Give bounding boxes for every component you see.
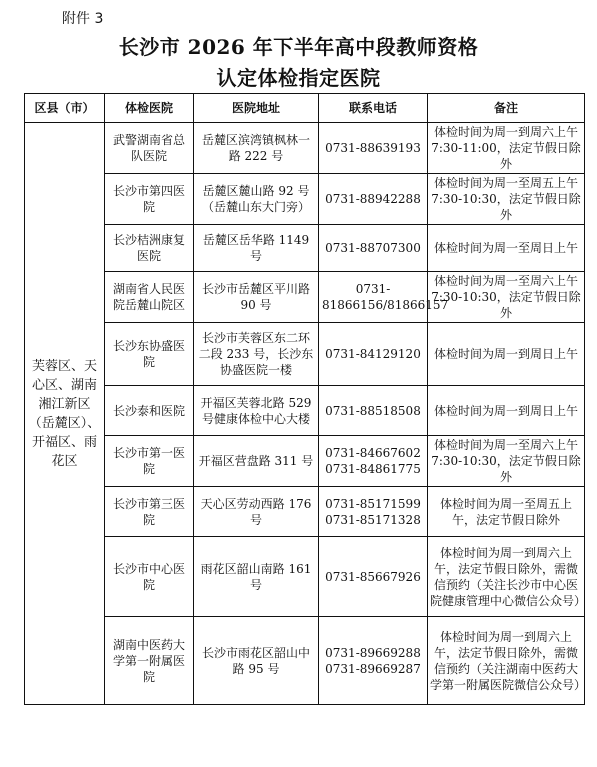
header-hospital: 体检医院 xyxy=(105,94,194,123)
hospital-address: 雨花区韶山南路 161 号 xyxy=(194,537,319,617)
hospital-address: 长沙市芙蓉区东二环二段 233 号，长沙东协盛医院一楼 xyxy=(194,323,319,386)
table-row xyxy=(25,323,585,386)
header-notes: 备注 xyxy=(428,94,585,123)
hospital-name: 长沙市第一医院 xyxy=(105,436,194,487)
table-row xyxy=(25,272,585,323)
hospital-phone xyxy=(319,436,428,487)
hospital-notes: 体检时间为周一到周六上午 7:30-11:00，法定节假日除外 xyxy=(428,123,585,174)
hospital-table xyxy=(24,93,585,705)
hospital-notes: 体检时间为周一到周六上午，法定节假日除外，需微信预约（关注湖南中医药大学第一附属医院微信公众号） xyxy=(428,617,585,705)
hospital-notes: 体检时间为周一至周六上午 7:30-10:30，法定节假日除外 xyxy=(428,436,585,487)
hospital-phone: 0731-81866156/81866157 xyxy=(319,272,428,323)
district-cell: 芙蓉区、天心区、湖南湘江新区（岳麓区）、开福区、雨花区 xyxy=(25,123,105,705)
hospital-address: 长沙市雨花区韶山中路 95 号 xyxy=(194,617,319,705)
hospital-name: 武警湖南省总队医院 xyxy=(105,123,194,174)
hospital-notes: 体检时间为周一至周日上午 xyxy=(428,225,585,272)
hospital-address: 开福区营盘路 311 号 xyxy=(194,436,319,487)
hospital-name: 湖南省人民医院岳麓山院区 xyxy=(105,272,194,323)
table-body xyxy=(25,123,585,705)
hospital-name: 长沙市中心医院 xyxy=(105,537,194,617)
hospital-phone: 0731-88942288 xyxy=(319,174,428,225)
hospital-notes: 体检时间为周一到周日上午 xyxy=(428,386,585,436)
hospital-notes: 体检时间为周一到周日上午 xyxy=(428,323,585,386)
table-row xyxy=(25,436,585,487)
hospital-phone xyxy=(319,617,428,705)
table-row xyxy=(25,617,585,705)
hospital-phone: 0731-84129120 xyxy=(319,323,428,386)
document-title-line-2: 认定体检指定医院 xyxy=(216,66,381,90)
hospital-address: 天心区劳动西路 176 号 xyxy=(194,487,319,537)
phone-number: 0731-85171328 xyxy=(325,512,421,527)
table-header-row xyxy=(25,94,585,123)
hospital-notes: 体检时间为周一至周五上午，法定节假日除外 xyxy=(428,487,585,537)
header-phone: 联系电话 xyxy=(319,94,428,123)
table-row xyxy=(25,537,585,617)
hospital-name: 长沙市第四医院 xyxy=(105,174,194,225)
hospital-address: 岳麓区滨湾镇枫林一路 222 号 xyxy=(194,123,319,174)
hospital-address: 岳麓区岳华路 1149 号 xyxy=(194,225,319,272)
hospital-name: 长沙桔洲康复医院 xyxy=(105,225,194,272)
phone-number: 0731-84667602 xyxy=(325,446,421,460)
phone-number: 0731-89669287 xyxy=(325,661,421,676)
hospital-name: 湖南中医药大学第一附属医院 xyxy=(105,617,194,705)
hospital-address: 长沙市岳麓区平川路 90 号 xyxy=(194,272,319,323)
hospital-phone xyxy=(319,487,428,537)
hospital-name: 长沙泰和医院 xyxy=(105,386,194,436)
hospital-phone: 0731-88518508 xyxy=(319,386,428,436)
document-title-line-1: 长沙市 2026 年下半年高中段教师资格 xyxy=(118,35,479,59)
hospital-notes: 体检时间为周一到周六上午，法定节假日除外，需微信预约（关注长沙市中心医院健康管理中心微信公众号） xyxy=(428,537,585,617)
table-row xyxy=(25,487,585,537)
hospital-address: 岳麓区麓山路 92 号（岳麓山东大门旁） xyxy=(194,174,319,225)
hospital-phone: 0731-85667926 xyxy=(319,537,428,617)
hospital-phone: 0731-88707300 xyxy=(319,225,428,272)
table-row xyxy=(25,225,585,272)
hospital-name: 长沙东协盛医院 xyxy=(105,323,194,386)
attachment-label: 附件 3 xyxy=(62,11,104,27)
phone-number: 0731-89669288 xyxy=(325,645,421,660)
table-row xyxy=(25,386,585,436)
table-row xyxy=(25,174,585,225)
header-district: 区县（市） xyxy=(25,94,105,123)
hospital-name: 长沙市第三医院 xyxy=(105,487,194,537)
hospital-notes: 体检时间为周一至周六上午 7:30-10:30，法定节假日除外 xyxy=(428,272,585,323)
hospital-address: 开福区芙蓉北路 529 号健康体检中心大楼 xyxy=(194,386,319,436)
table-row xyxy=(25,123,585,174)
phone-number: 0731-85171599 xyxy=(325,496,421,511)
hospital-phone: 0731-88639193 xyxy=(319,123,428,174)
phone-number: 0731-84861775 xyxy=(325,462,421,476)
hospital-notes: 体检时间为周一至周五上午 7:30-10:30，法定节假日除外 xyxy=(428,174,585,225)
header-address: 医院地址 xyxy=(194,94,319,123)
